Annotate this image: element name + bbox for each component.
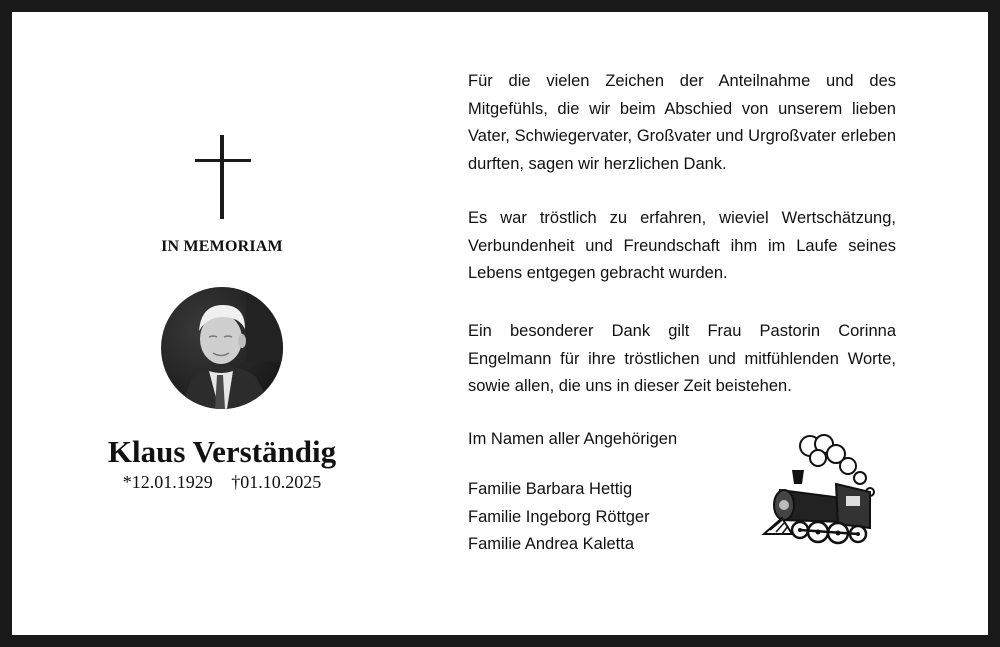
paragraph-text: Ein besonderer Dank gilt Frau Pastorin Corinna Engelmann für ihre tröstlichen und mitfühlenden Worte, sowie allen, die uns in dieser Zeit beistehen. — [468, 322, 896, 395]
portrait-photo — [161, 287, 283, 409]
family-name: Familie Barbara Hettig — [468, 480, 633, 498]
cross-icon — [195, 135, 251, 219]
birth-date: *12.01.1929 — [122, 472, 213, 492]
thanks-paragraph-2 — [468, 205, 896, 288]
family-name: Familie Andrea Kaletta — [468, 535, 635, 553]
family-name: Familie Ingeborg Röttger — [468, 507, 650, 526]
memoriam-heading: IN MEMORIAM — [161, 238, 283, 255]
life-dates — [72, 472, 372, 493]
thanks-paragraph-1 — [468, 68, 896, 178]
thanks-paragraph-3 — [468, 318, 896, 401]
obituary-card — [12, 12, 988, 635]
deceased-name: Klaus Verständig — [107, 434, 337, 469]
regards-line: Im Namen aller Angehörigen — [468, 430, 678, 448]
steam-locomotive-icon — [752, 432, 877, 552]
death-date: †01.10.2025 — [231, 472, 322, 492]
paragraph-text: Für die vielen Zeichen der Anteilnahme und des Mitgefühls, die wir beim Abschied von unserem lieben Vater, Schwiegervater, Großvater und Urgroßvater erleben durften, sagen wir herzlichen Dank. — [468, 72, 896, 173]
family-list — [468, 476, 650, 559]
paragraph-text: Es war tröstlich zu erfahren, wieviel Wertschätzung, Verbundenheit und Freundschaft ihm im Laufe seines Lebens entgegen gebracht wurden. — [468, 209, 896, 282]
